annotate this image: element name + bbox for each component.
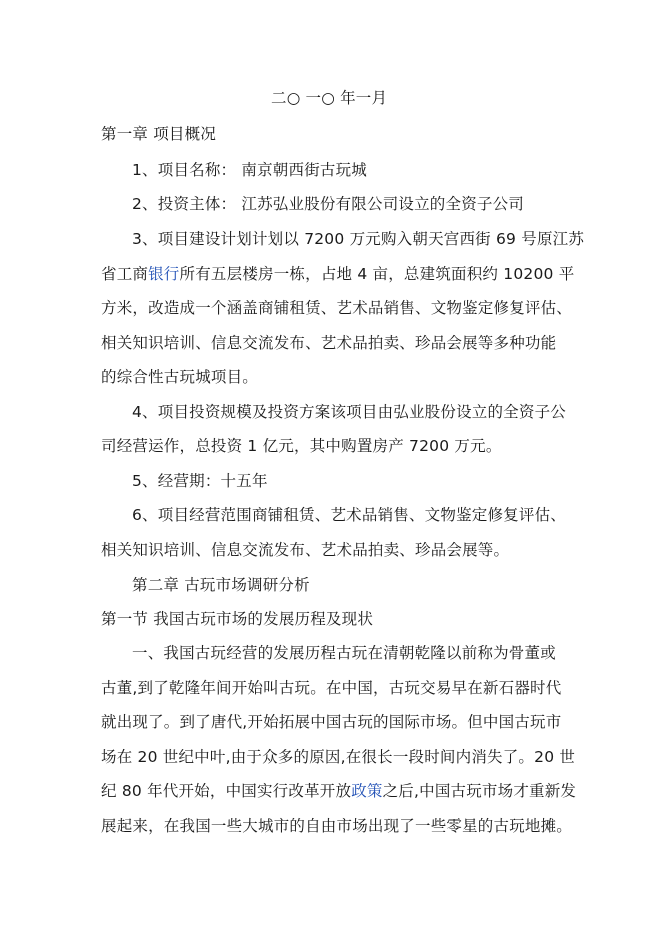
para-1-line-2: 古董,到了乾隆年间开始叫古玩。在中国，古玩交易早在新石器时代 — [101, 679, 562, 697]
item-3-line-4: 相关知识培训、信息交流发布、艺术品拍卖、珍品会展等多种功能 — [101, 334, 557, 352]
para-1-line-6: 展起来，在我国一些大城市的自由市场出现了一些零星的古玩地摊。 — [101, 817, 573, 835]
para-1-line-5-pre: 纪 80 年代开始，中国实行改革开放 — [101, 782, 352, 800]
item-2: 2、投资主体： 江苏弘业股份有限公司设立的全资子公司 — [132, 195, 524, 213]
item-3-line-5: 的综合性古玩城项目。 — [101, 368, 259, 386]
item-3-line-2-post: 所有五层楼房一栋，占地 4 亩，总建筑面积约 10200 平 — [179, 265, 575, 283]
chapter-2-title: 第二章 古玩市场调研分析 — [132, 576, 310, 594]
para-1-line-5-post: 之后,中国古玩市场才重新发 — [382, 782, 577, 800]
date-line: 二○ 一○ 年一月 — [271, 89, 388, 107]
para-1-line-4: 场在 20 世纪中叶,由于众多的原因,在很长一段时间内消失了。20 世 — [101, 748, 576, 766]
bank-link[interactable]: 银行 — [148, 265, 180, 283]
item-6-line-1: 6、项目经营范围商铺租赁、艺术品销售、文物鉴定修复评估、 — [132, 506, 566, 524]
item-4-line-1: 4、项目投资规模及投资方案该项目由弘业股份设立的全资子公 — [132, 403, 566, 421]
para-1-line-1: 一、我国古玩经营的发展历程古玩在清朝乾隆以前称为骨董或 — [132, 644, 556, 662]
item-3-line-2-pre: 省工商 — [101, 265, 149, 283]
item-1: 1、项目名称： 南京朝西街古玩城 — [132, 161, 367, 179]
section-1-title: 第一节 我国古玩市场的发展历程及现状 — [101, 610, 374, 628]
item-4-line-2: 司经营运作，总投资 1 亿元，其中购置房产 7200 万元。 — [101, 437, 502, 455]
item-3-line-3: 方米，改造成一个涵盖商铺租赁、艺术品销售、文物鉴定修复评估、 — [101, 299, 573, 317]
chapter-1-title: 第一章 项目概况 — [101, 125, 217, 143]
item-5: 5、经营期：十五年 — [132, 472, 268, 490]
policy-link[interactable]: 政策 — [351, 782, 383, 800]
para-1-line-5 — [101, 781, 576, 801]
item-3-line-2 — [101, 264, 574, 284]
item-6-line-2: 相关知识培训、信息交流发布、艺术品拍卖、珍品会展等。 — [101, 541, 510, 559]
para-1-line-3: 就出现了。到了唐代,开始拓展中国古玩的国际市场。但中国古玩市 — [101, 713, 562, 731]
item-3-line-1: 3、项目建设计划计划以 7200 万元购入朝天宫西街 69 号原江苏 — [132, 230, 585, 248]
